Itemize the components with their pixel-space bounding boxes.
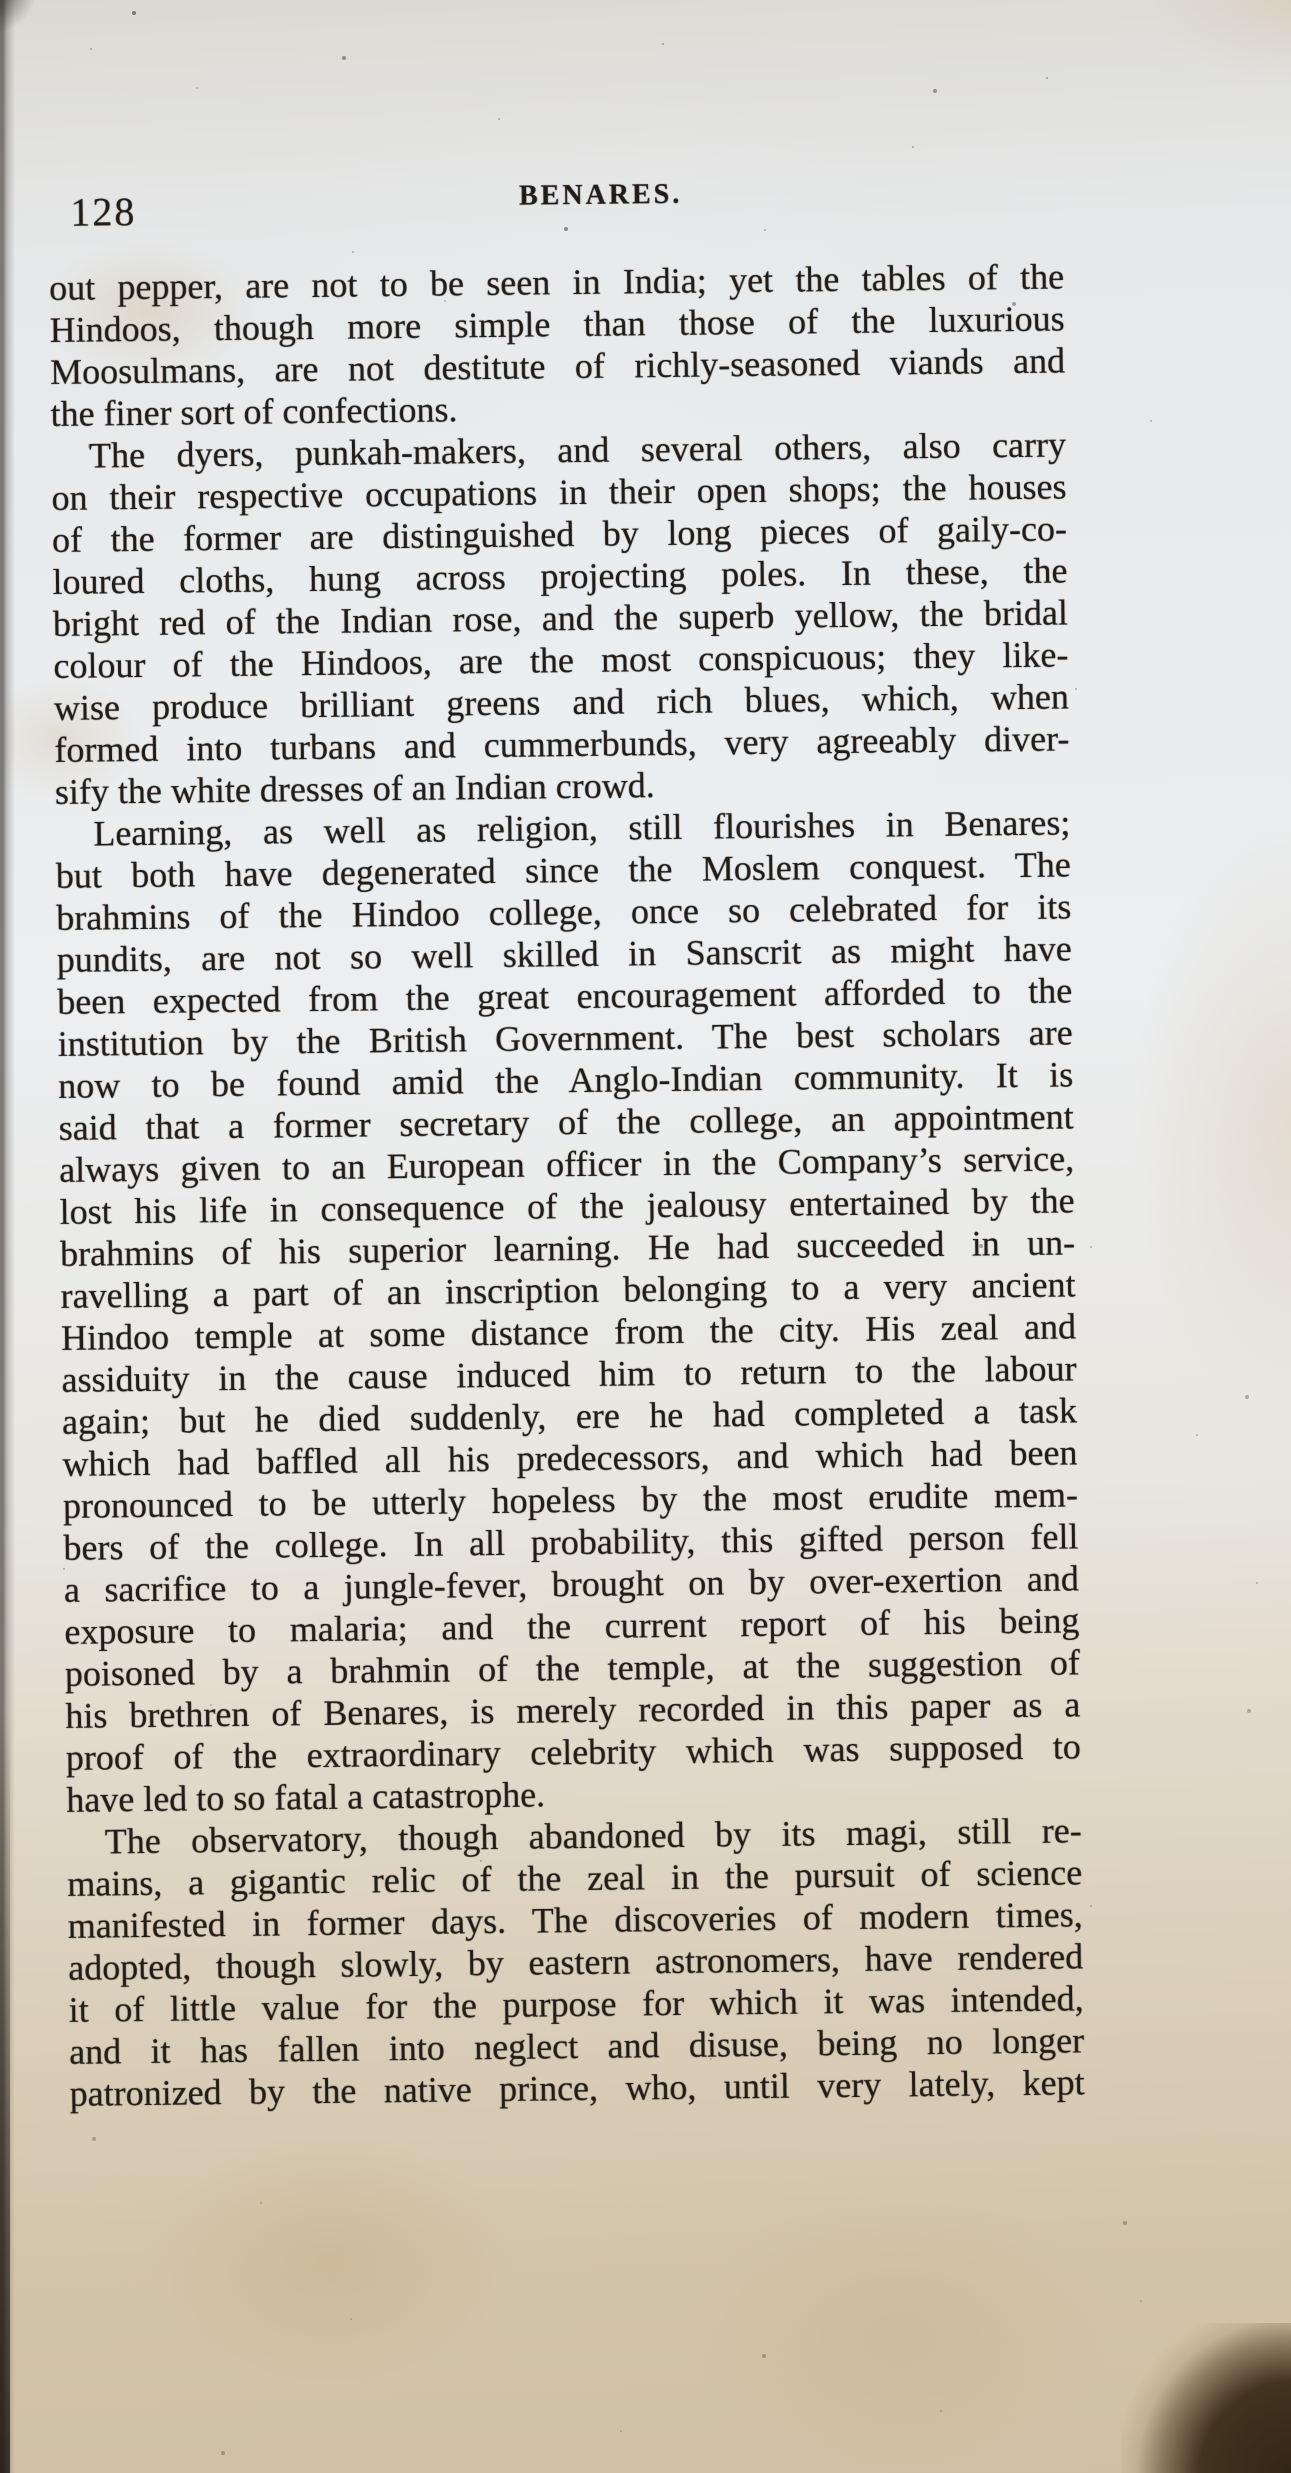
running-head: BENARES. bbox=[518, 178, 683, 212]
text-line: Hindoo temple at some distance from the city. His zeal and bbox=[60, 1306, 1077, 1358]
text-line: sify the white dresses of an Indian crowd. bbox=[54, 765, 655, 812]
text-line: formed into turbans and cummerbunds, very agreeably diver- bbox=[54, 718, 1070, 770]
page-body bbox=[49, 255, 1085, 2114]
text-line: on their respective occupations in their open shops; the houses bbox=[51, 466, 1067, 518]
text-line: brahmins of his superior learning. He had succeeded in un- bbox=[59, 1222, 1076, 1274]
text-line: poisoned by a brahmin of the temple, at the suggestion of bbox=[64, 1642, 1081, 1694]
text-line: a sacrifice to a jungle-fever, brought on by over-exertion and bbox=[63, 1558, 1080, 1610]
text-line: out pepper, are not to be seen in India; yet the tables of the bbox=[48, 256, 1065, 308]
text-line: ravelling a part of an inscription belonging to a very ancient bbox=[60, 1264, 1076, 1316]
page-corner-shadow bbox=[1121, 2323, 1291, 2473]
text-line: manifested in former days. The discoveries of modern times, bbox=[67, 1894, 1083, 1946]
text-line: it of little value for the purpose for which it was intended, bbox=[68, 1978, 1084, 2030]
text-line: adopted, though slowly, by eastern astronomers, have rendered bbox=[68, 1936, 1084, 1988]
text-line: always given to an European officer in the Company’s service, bbox=[58, 1138, 1075, 1190]
binding-gutter-shadow-bottom bbox=[0, 1713, 10, 2473]
text-line: exposure to malaria; and the current report of his being bbox=[64, 1600, 1080, 1652]
text-line: wise produce brilliant greens and rich blues, which, when bbox=[53, 676, 1070, 728]
text-line: lost his life in consequence of the jealousy entertained by the bbox=[59, 1180, 1075, 1232]
text-line: loured cloths, hung across projecting poles. In these, the bbox=[52, 550, 1068, 602]
text-line: Hindoos, though more simple than those of the luxurious bbox=[49, 298, 1065, 350]
text-line: but both have degenerated since the Moslem conquest. The bbox=[55, 844, 1072, 896]
page-number: 128 bbox=[70, 189, 137, 235]
text-line: his brethren of Benares, is merely recorded in this paper as a bbox=[65, 1684, 1081, 1736]
text-line: the finer sort of confections. bbox=[50, 389, 458, 434]
text-line: pundits, are not so well skilled in Sanscrit as might have bbox=[56, 928, 1072, 980]
paper-speckles bbox=[0, 0, 2, 2]
text-line: bers of the college. In all probability, this gifted person fell bbox=[63, 1516, 1079, 1568]
page-header bbox=[48, 173, 1063, 235]
paragraph bbox=[49, 255, 1066, 435]
text-line: colour of the Hindoos, are the most conspicuous; they like- bbox=[53, 634, 1069, 686]
text-line: brahmins of the Hindoo college, once so celebrated for its bbox=[56, 886, 1072, 938]
paragraph bbox=[67, 1809, 1085, 2114]
page-content bbox=[48, 173, 1085, 2114]
paragraph bbox=[51, 423, 1070, 812]
text-line: of the former are distinguished by long pieces of gaily-co- bbox=[51, 508, 1068, 560]
text-line: institution by the British Government. The best scholars are bbox=[57, 1012, 1073, 1064]
text-line: been expected from the great encouragement afforded to the bbox=[57, 970, 1073, 1022]
text-line: said that a former secretary of the college, an appointment bbox=[58, 1096, 1074, 1148]
text-line: bright red of the Indian rose, and the superb yellow, the bridal bbox=[52, 592, 1069, 644]
text-line: assiduity in the cause induced him to return to the labour bbox=[61, 1348, 1077, 1400]
text-line: which had baffled all his predecessors, and which had been bbox=[62, 1432, 1078, 1484]
text-line: pronounced to be utterly hopeless by the most erudite mem- bbox=[62, 1474, 1079, 1526]
text-line: The dyers, punkah-makers, and several others, also carry bbox=[88, 424, 1067, 476]
text-line: The observatory, though abandoned by its magi, still re- bbox=[104, 1810, 1082, 1862]
text-line: and it has fallen into neglect and disuse, being no longer bbox=[68, 2020, 1085, 2072]
text-line: have led to so fatal a catastrophe. bbox=[66, 1774, 546, 1820]
text-line: proof of the extraordinary celebrity which was supposed to bbox=[65, 1726, 1082, 1778]
text-line: again; but he died suddenly, ere he had completed a task bbox=[61, 1390, 1078, 1442]
text-line: Moosulmans, are not destitute of richly-seasoned viands and bbox=[49, 340, 1066, 392]
text-line: mains, a gigantic relic of the zeal in the pursuit of science bbox=[67, 1852, 1083, 1904]
text-line: now to be found amid the Anglo-Indian community. It is bbox=[57, 1054, 1074, 1106]
text-line: Learning, as well as religion, still flourishes in Benares; bbox=[93, 802, 1071, 854]
text-line: patronized by the native prince, who, until very lately, kept bbox=[69, 2062, 1085, 2114]
paragraph bbox=[55, 801, 1081, 1820]
